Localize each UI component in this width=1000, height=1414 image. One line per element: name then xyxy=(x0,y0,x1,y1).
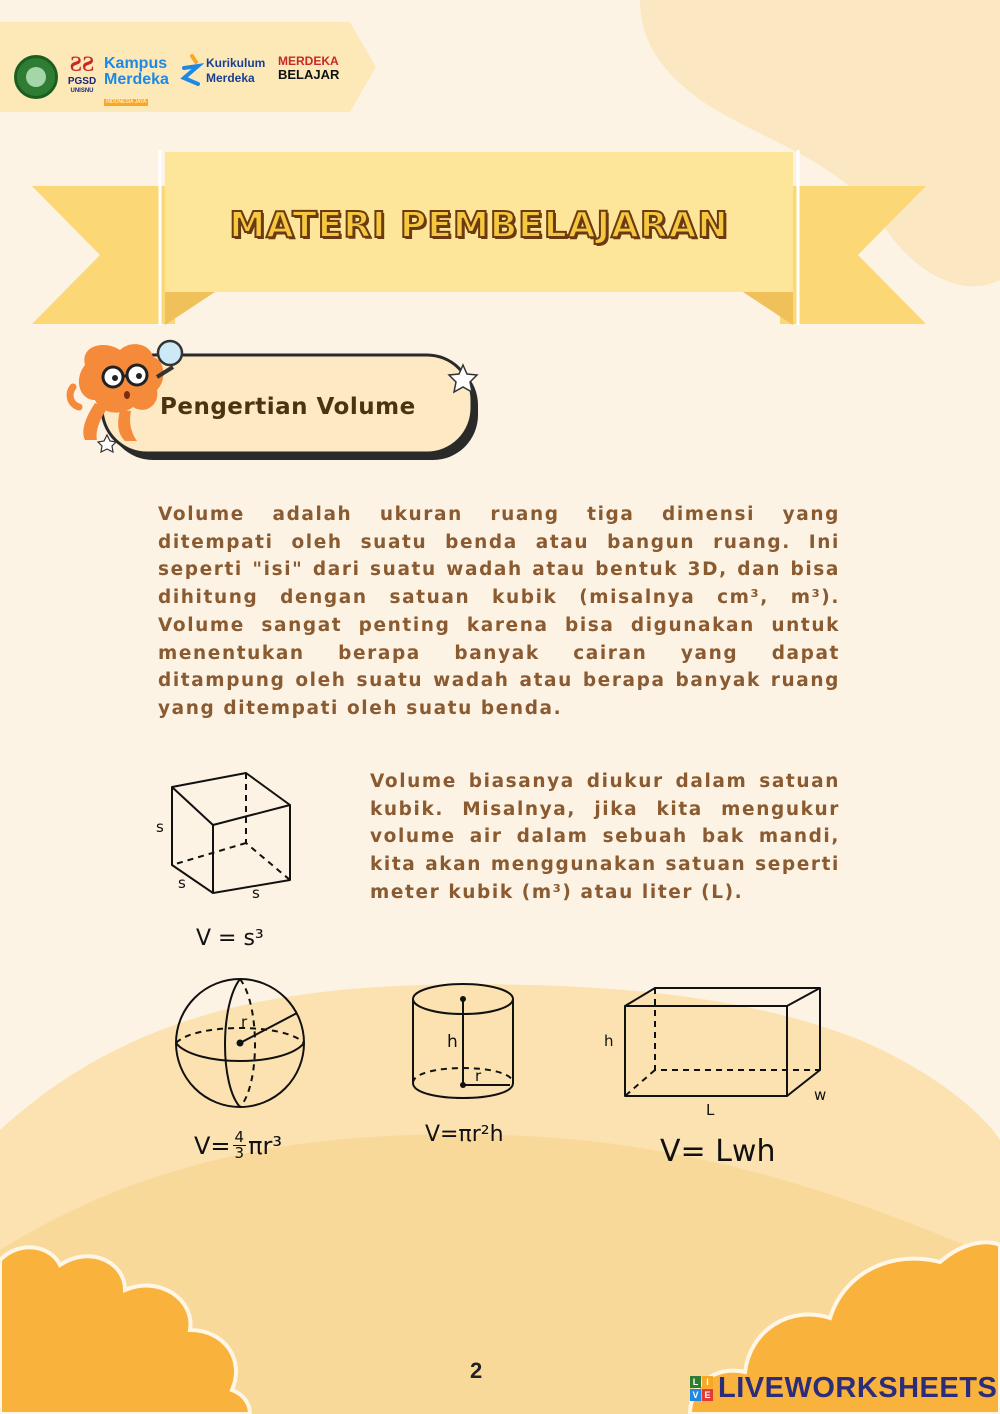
cube-side-label-right: s xyxy=(252,884,260,902)
kampus-merdeka-logo: Kampus Merdeka INDONESIA JAYA xyxy=(104,55,169,105)
intro-paragraph: Volume adalah ukuran ruang tiga dimensi yang ditempati oleh suatu benda atau bangun ruang. Ini seperti "isi" dari suatu wadah atau bentuk 3D, dan bisa dihitung dengan satuan kubik (misalnya cm³, m³). Volume sangat penting karena bisa digunakan untuk menentukan berapa banyak cairan yang dapat ditampung oleh suatu wadah atau berapa banyak ruang yang ditempati oleh suatu benda. xyxy=(158,504,840,719)
kurikulum-mark-icon xyxy=(178,54,204,88)
cube-side-label-bottom: s xyxy=(178,874,186,892)
pgsd-logo: ƧƧ PGSD UNISNU xyxy=(67,51,97,94)
cube-side-label-left: s xyxy=(156,818,164,836)
merdeka-belajar-logo: MERDEKA BELAJAR xyxy=(278,54,340,82)
cuboid-formula: V= Lwh xyxy=(660,1134,776,1169)
mascot-brain-icon xyxy=(65,335,195,450)
sphere-figure xyxy=(165,975,315,1115)
sphere-fraction-numerator: 4 xyxy=(234,1128,245,1146)
badge-letter-e: E xyxy=(702,1389,713,1401)
sphere-radius-label: r xyxy=(241,1013,248,1031)
logo-strip xyxy=(0,22,376,112)
sphere-formula-prefix: V= xyxy=(194,1131,231,1160)
sphere-fraction-denominator: 3 xyxy=(234,1144,245,1162)
badge-letter-v: V xyxy=(690,1389,701,1401)
units-paragraph: Volume biasanya diukur dalam satuan kubik. Misalnya, jika kita mengukur volume air dalam sebuah bak mandi, kita akan menggunakan satuan seperti meter kubik (m³) atau liter (L). xyxy=(370,771,840,903)
cube-figure xyxy=(150,765,310,905)
sphere-formula-suffix: πr³ xyxy=(248,1131,283,1160)
banner-title: MATERI PEMBELAJARAN xyxy=(229,205,729,246)
page-number: 2 xyxy=(470,1358,483,1383)
liveworksheets-badge-icon xyxy=(690,1376,714,1402)
university-seal-logo xyxy=(14,55,58,99)
badge-letter-l: L xyxy=(690,1376,701,1388)
cuboid-height-label: h xyxy=(604,1032,614,1050)
kurikulum-merdeka-logo: Kurikulum Merdeka xyxy=(178,54,278,104)
badge-letter-i: I xyxy=(702,1376,713,1388)
cylinder-height-label: h xyxy=(447,1032,458,1052)
liveworksheets-brand[interactable]: LIVEWORKSHEETS xyxy=(718,1372,998,1404)
cylinder-radius-label: r xyxy=(475,1067,482,1085)
cuboid-length-label: L xyxy=(706,1101,715,1119)
cuboid-width-label: w xyxy=(814,1086,827,1104)
cylinder-figure xyxy=(405,975,525,1115)
cube-formula: V = s³ xyxy=(196,926,264,951)
sphere-formula-fraction xyxy=(233,1130,247,1161)
cuboid-figure xyxy=(615,980,835,1100)
sphere-formula xyxy=(194,1130,282,1161)
section-title: Pengertian Volume xyxy=(160,394,416,420)
cylinder-formula: V=πr²h xyxy=(425,1122,504,1147)
